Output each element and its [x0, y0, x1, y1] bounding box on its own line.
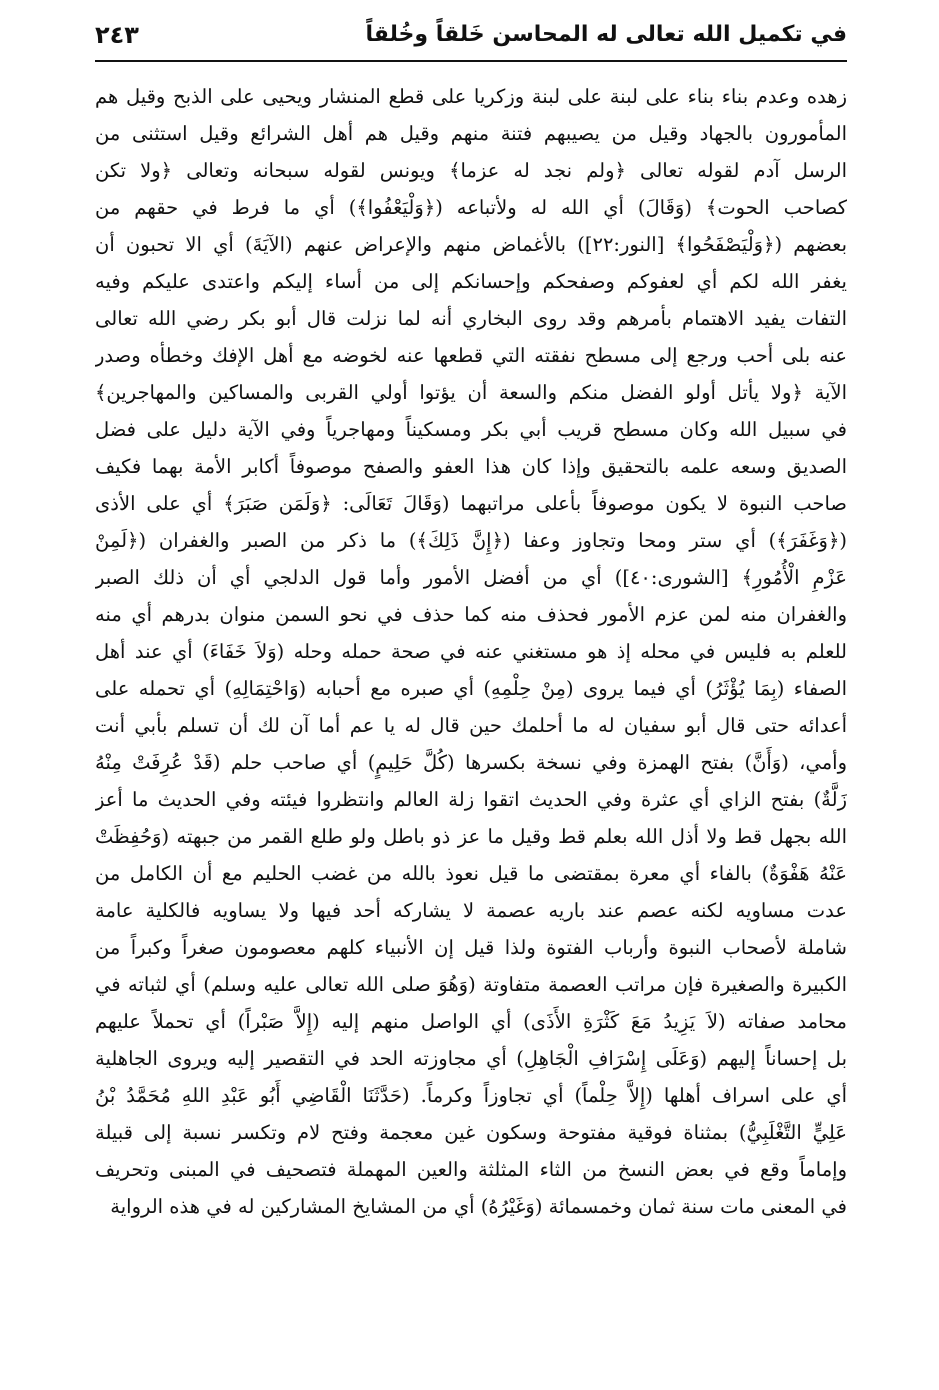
- text-line: الصفاء (بِمَا يُؤْثَرُ) أي فيما يروى (مِنْ حِلْمِهِ) أي صبره مع أحبابه (وَاحْتِمَالِهِ) أي تحمله على: [95, 677, 847, 700]
- text-line: عَزْمِ الْأُمُورِ﴾ [الشورى:٤٠]) أي من أفضل الأمور وأما قول الدلجي أي أن ذلك الصبر: [95, 566, 847, 589]
- text-line: عَلِيٍّ التَّغْلَبِيُّ) بمثناة فوقية مفتوحة وسكون غين معجمة وفتح لام وتكسر نسبة إلى قبيلة: [95, 1121, 847, 1144]
- text-line: عَنْهُ هَفْوَةٌ) بالفاء أي معرة بمقتضى ما قيل نعوذ بالله من غضب الحليم مع أن الكامل من: [95, 862, 847, 885]
- text-line: زهده وعدم بناء بناء على لبنة على لبنة وزكريا على قطع المنشار ويحيى على الذبح وقيل هم: [95, 85, 847, 108]
- text-line: زَلَّةٌ) بفتح الزاي أي عثرة وفي الحديث اتقوا زلة العالم وانتظروا فيئته وفي الحديث ما أعز: [95, 788, 847, 811]
- body-text: [95, 78, 847, 1225]
- text-line: التفات يفيد الاهتمام بأمرهم وقد روى البخاري أنه لما نزلت قال أبو بكر رضي الله تعالى: [95, 307, 847, 330]
- text-line: يغفر الله لكم أي لعفوكم وصفحكم وإحسانكم إلى من أساء إليكم واعتدى عليكم وفيه: [95, 270, 847, 293]
- text-line: وإماماً وقع في بعض النسخ من الثاء المثلثة والعين المهملة فتصحيف في المبنى وتحريف: [95, 1158, 847, 1181]
- page-header: [95, 20, 847, 54]
- text-line: في سبيل الله وكان مسطح قريب أبي بكر ومسكيناً ومهاجرياً وفي الآية دليل على فضل: [95, 418, 847, 441]
- running-title: في تكميل الله تعالى له المحاسن خَلقاً وخُلقاً: [365, 22, 847, 47]
- page-number: ٢٤٣: [95, 21, 139, 49]
- text-line: عدت مساويه لكنه عصم عند باريه عصمة لا يشاركه أحد فيها ولا يساويه فالكلية عامة: [95, 899, 847, 922]
- text-line: عنه بلى أحب ورجع إلى مسطح نفقته التي قطعها عنه لخوضه مع أهل الإفك وخطأه وصدر: [95, 344, 847, 367]
- text-line: صاحب النبوة لا يكون موصوفاً بأعلى مراتبهما (وَقَالَ تَعَالَى: ﴿وَلَمَن صَبَرَ﴾ أي على الأذى: [95, 492, 847, 515]
- header-rule: [95, 60, 847, 62]
- text-line: محامد صفاته (لاَ يَزِيدُ مَعَ كَثْرَةِ الأَذَى) أي الواصل منهم إليه (إِلاَّ صَبْراً) أي تحملاً عليهم: [95, 1010, 847, 1033]
- text-line: (﴿وَغَفَرَ﴾) أي ستر ومحا وتجاوز وعفا (﴿إِنَّ ذَلِكَ﴾) ما ذكر من الصبر والغفران (﴿لَمِنْ: [95, 529, 847, 552]
- text-line: الصديق وسعه علمه بالتحقيق وإذا كان هذا العفو والصفح موصوفاً أكابر الأمة بهما فكيف: [95, 455, 847, 478]
- text-line: للعلم به فليس في محله إذ هو مستغني عنه في صحة حمله وحله (وَلاَ خَفَاءَ) أي عند أهل: [95, 640, 847, 663]
- text-line: بعضهم (﴿وَلْيَصْفَحُوا﴾ [النور:٢٢]) بالأغماض منهم والإعراض عنهم (الآيَةَ) أي الا تحبون أن: [95, 233, 847, 256]
- text-line: وأمي، (وَأَنَّ) بفتح الهمزة وفي نسخة بكسرها (كُلَّ حَلِيمٍ) أي صاحب حلم (قَدْ عُرِفَتْ مِنْهُ: [95, 751, 847, 774]
- text-line: الله بجهل قط ولا أذل الله بعلم قط وقيل ما عز ذو باطل ولو طلع القمر من جبهته (وَحُفِظَتْ: [95, 825, 847, 848]
- text-line: كصاحب الحوت﴾ (وَقَالَ) أي الله له ولأتباعه (﴿وَلْيَعْفُوا﴾) أي ما فرط في حقهم من: [95, 196, 847, 219]
- text-line: والغفران منه لمن عزم الأمور فحذف منه كما حذف في نحو السمن منوان بدرهم أي منه: [95, 603, 847, 626]
- text-line: بل إحساناً إليهم (وَعَلَى إِسْرَافِ الْجَاهِلِ) أي مجاوزته الحد في التقصير إليه ويروى الجاهلية: [95, 1047, 847, 1070]
- text-line: شاملة لأصحاب النبوة وأرباب الفتوة ولذا قيل إن الأنبياء كلهم معصومون صغراً وكبراً من: [95, 936, 847, 959]
- text-line: في المعنى مات سنة ثمان وخمسمائة (وَغَيْرُهُ) أي من المشايخ المشاركين له في هذه الرواية: [110, 1195, 847, 1218]
- text-line: أعدائه حتى قال أبو سفيان له ما أحلمك حين قال له يا عم أما آن لك أن تسلم بأبي أنت: [95, 714, 847, 737]
- text-line: المأمورون بالجهاد وقيل من يصيبهم فتنة منهم وقيل هم أهل الشرائع وقيل استثنى من: [95, 122, 847, 145]
- text-line: الرسل آدم لقوله تعالى ﴿ولم نجد له عزما﴾ ويونس لقوله سبحانه وتعالى ﴿ولا تكن: [95, 159, 847, 182]
- text-line: الكبيرة والصغيرة فإن مراتب العصمة متفاوتة (وَهُوَ صلى الله تعالى عليه وسلم) أي لثباته في: [95, 973, 847, 996]
- text-line: الآية ﴿ولا يأتل أولو الفضل منكم والسعة أن يؤتوا أولي القربى والمساكين والمهاجرين﴾: [95, 381, 847, 404]
- text-line: أي على اسراف أهلها (إِلاَّ حِلْماً) أي تجاوزاً وكرماً. (حَدَّثَنَا الْقَاضِي أَبُو عَبْدِ اللهِ مُحَمَّدُ بْنُ: [95, 1084, 847, 1107]
